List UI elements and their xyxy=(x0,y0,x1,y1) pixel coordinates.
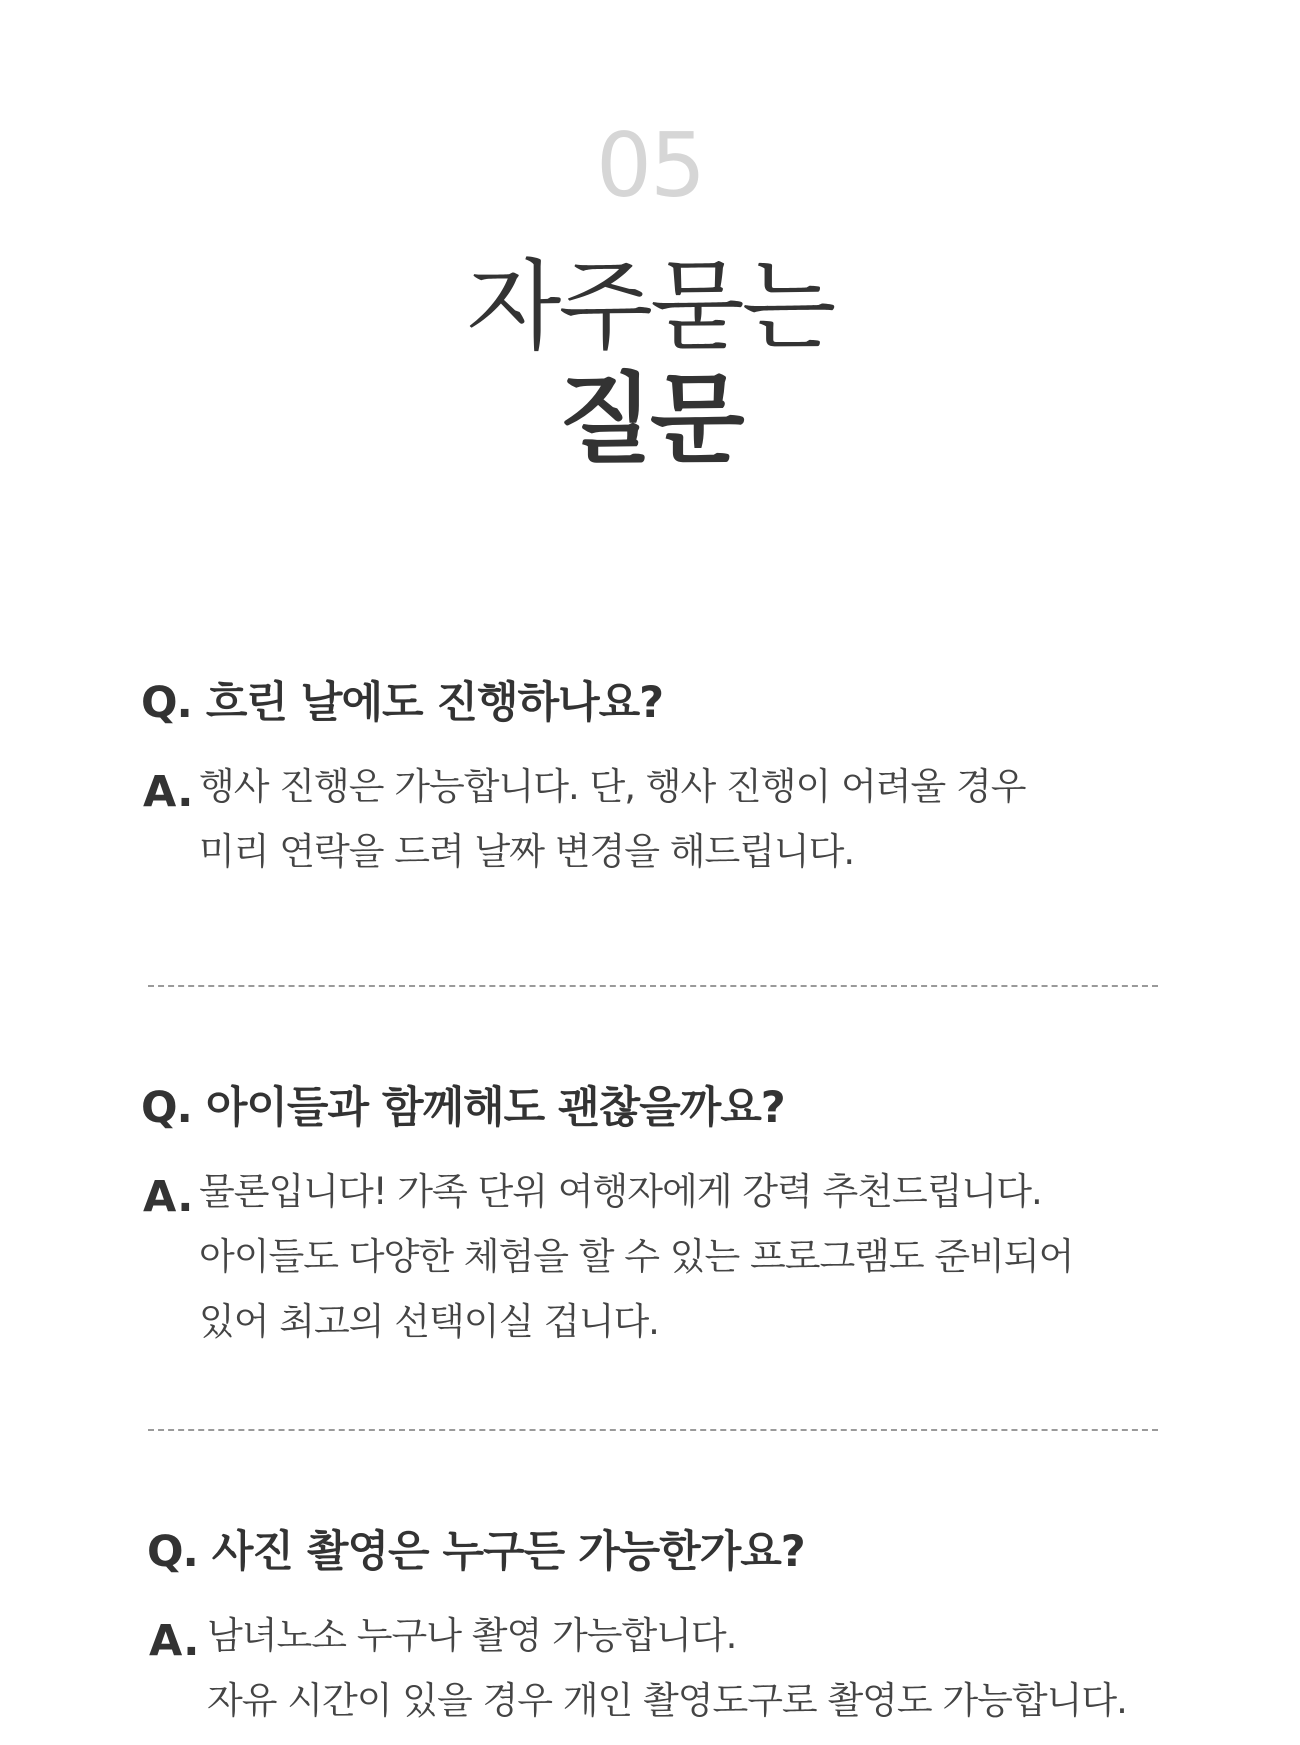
faq-answer-marker: A. xyxy=(149,1616,200,1666)
divider xyxy=(148,985,1158,987)
page-title-line1: 자주묻는 xyxy=(466,250,834,364)
faq-answer-line: 미리 연락을 드려 날짜 변경을 해드립니다. xyxy=(199,830,855,873)
faq-question: Q. 흐린 날에도 진행하나요? xyxy=(141,678,664,728)
faq-question: Q. 아이들과 함께해도 괜찮을까요? xyxy=(141,1083,785,1133)
faq-answer-line: 행사 진행은 가능합니다. 단, 행사 진행이 어려울 경우 xyxy=(199,765,1026,808)
divider xyxy=(148,1429,1158,1431)
faq-question: Q. 사진 촬영은 누구든 가능한가요? xyxy=(147,1527,805,1577)
faq-answer-line: 있어 최고의 선택이실 겁니다. xyxy=(199,1300,659,1343)
faq-answer-line: 물론입니다! 가족 단위 여행자에게 강력 추천드립니다. xyxy=(199,1170,1042,1213)
faq-answer-marker: A. xyxy=(143,767,194,817)
faq-answer-line: 남녀노소 누구나 촬영 가능합니다. xyxy=(207,1614,737,1657)
faq-answer-line: 아이들도 다양한 체험을 할 수 있는 프로그램도 준비되어 xyxy=(199,1235,1074,1278)
page-title-line2: 질문 xyxy=(558,363,742,477)
section-number: 05 xyxy=(596,114,704,217)
faq-answer-line: 자유 시간이 있을 경우 개인 촬영도구로 촬영도 가능합니다. xyxy=(207,1679,1127,1722)
faq-answer-marker: A. xyxy=(143,1172,194,1222)
